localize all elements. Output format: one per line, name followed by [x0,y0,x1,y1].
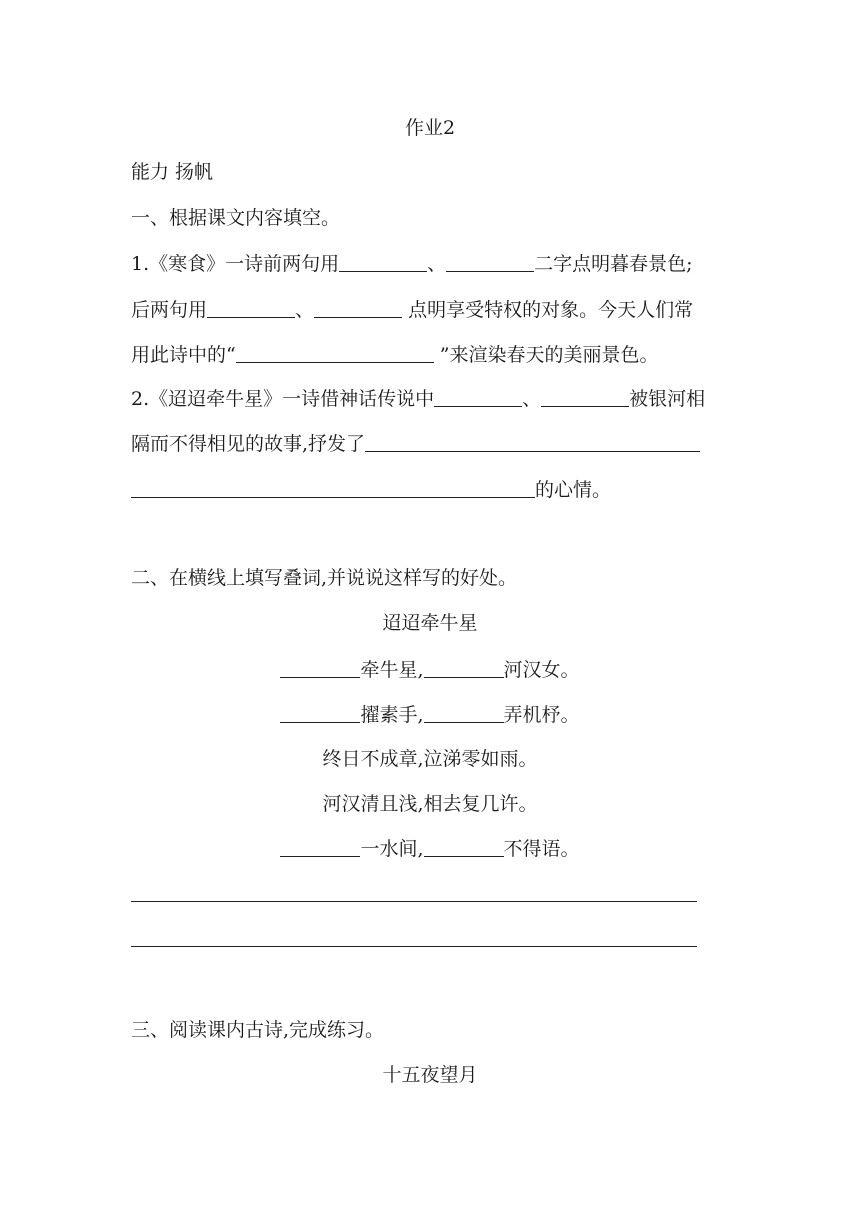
answer-blank[interactable] [365,429,700,452]
poem-line-3: 终日不成章,泣涕零如雨。 [322,748,538,770]
answer-blank[interactable] [280,834,360,857]
q1-item1-text-f: 点明享受特权的对象。今天人们常 [402,299,694,321]
answer-blank[interactable] [280,655,360,678]
answer-rule-1[interactable] [131,901,697,902]
answer-blank[interactable] [280,700,360,723]
poem-line-5-a: 一水间, [360,838,424,860]
section-label: 能力 扬帆 [131,161,214,183]
q1-item1-text-a: 1.《寒食》一诗前两句用 [131,253,340,275]
q3-heading: 三、阅读课内古诗,完成练习。 [131,1019,385,1041]
q1-item2-text-d: 隔而不得相见的故事,抒发了 [131,433,366,455]
answer-blank[interactable] [339,249,427,272]
poem-line-4: 河汉清且浅,相去复几许。 [322,793,538,815]
poem-line-2-a: 擢素手, [360,704,424,726]
answer-blank[interactable] [446,249,534,272]
q1-item1-text-b: 、 [427,253,447,275]
poem-line-2-b: 弄机杼。 [503,704,580,726]
q1-item1-text-e: 、 [295,299,315,321]
poem-line-5-b: 不得语。 [503,838,580,860]
q1-item1-line1 [131,249,693,279]
q1-item1-line2 [131,295,693,325]
q3-poem-title: 十五夜望月 [382,1064,478,1086]
answer-blank[interactable] [236,340,434,363]
answer-rule-2[interactable] [131,946,697,947]
q1-item2-text-c: 被银河相 [629,388,706,410]
answer-blank[interactable] [434,384,522,407]
q1-item1-text-h: ”来渲染春天的美丽景色。 [433,344,659,366]
q1-item2-line2 [131,429,700,459]
poem-line-2 [0,700,860,730]
q1-item1-line3 [131,340,658,370]
answer-blank[interactable] [314,295,402,318]
q1-item2-text-a: 2.《迢迢牵牛星》一诗借神话传说中 [131,388,435,410]
q1-item1-text-g: 用此诗中的“ [131,344,236,366]
answer-blank[interactable] [424,655,504,678]
q1-item1-text-d: 后两句用 [131,299,208,321]
page-title: 作业2 [404,117,456,139]
answer-blank[interactable] [131,475,535,498]
answer-blank[interactable] [424,834,504,857]
q1-item2-line1 [131,384,705,414]
q1-item2-text-e: 的心情。 [535,479,612,501]
answer-blank[interactable] [541,384,629,407]
poem-line-5 [0,834,860,864]
q1-item2-text-b: 、 [522,388,542,410]
q1-item1-text-c: 二字点明暮春景色; [534,253,693,275]
poem-line-1-a: 牵牛星, [360,659,424,681]
poem-line-1-b: 河汉女。 [503,659,580,681]
q1-heading: 一、根据课文内容填空。 [131,207,341,229]
q2-poem-title: 迢迢牵牛星 [382,612,478,634]
q2-heading: 二、在横线上填写叠词,并说说这样写的好处。 [131,567,518,589]
answer-blank[interactable] [207,295,295,318]
q1-item2-line3 [131,475,611,505]
answer-blank[interactable] [424,700,504,723]
poem-line-1 [0,655,860,685]
